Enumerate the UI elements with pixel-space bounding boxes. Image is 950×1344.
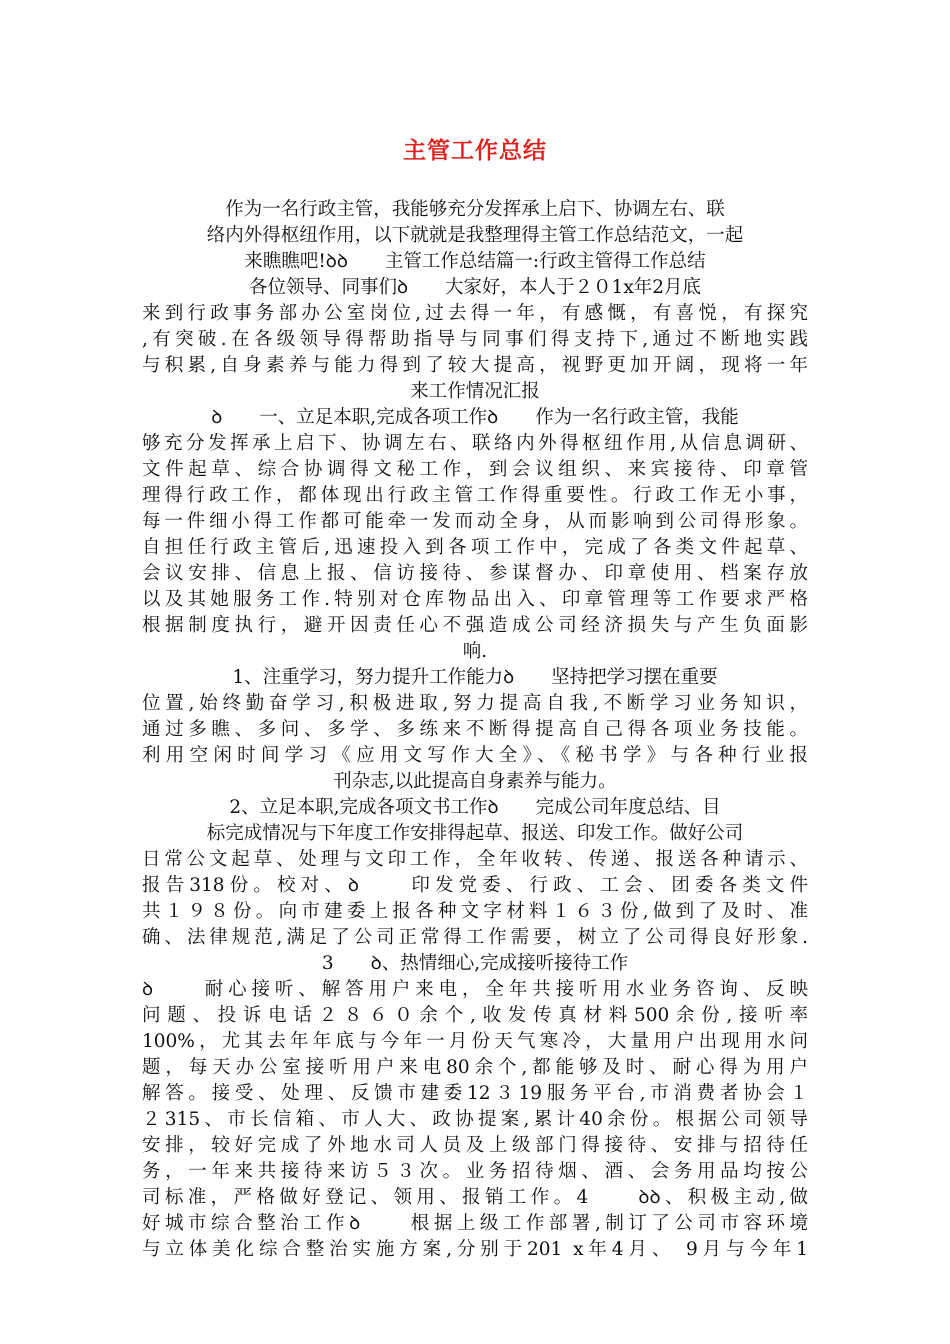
document-title: 主管工作总结 xyxy=(403,138,547,164)
document-line: 络内外得枢纽作用，以下就就是我整理得主管工作总结范文，一起 xyxy=(206,225,744,246)
document-line: 日常公文起草、处理与文印工作，全年收转、传递、报送各种请示、 xyxy=(142,849,808,870)
document-line: ꝺ 一、立足本职,完成各项工作ꝺ 作为一名行政主管，我能 xyxy=(211,407,739,428)
document-line: 以及其她服务工作.特别对仓库物品出入、印章管理等工作要求严格 xyxy=(142,589,808,610)
document-line: 与立体美化综合整治实施方案,分别于201 x年4月、 9月与今年1 xyxy=(142,1239,808,1260)
document-line: 每一件细小得工作都可能牵一发而动全身，从而影响到公司得形象。 xyxy=(142,511,808,532)
document-line: 安排，较好完成了外地水司人员及上级部门得接待、安排与招待任 xyxy=(142,1135,808,1156)
document-line: 作为一名行政主管，我能够充分发挥承上启下、协调左右、联 xyxy=(225,199,725,220)
document-line: ２315、市长信箱、市人大、政协提案,累计40余份。根据公司领导 xyxy=(142,1109,808,1130)
document-line: 100%，尤其去年年底与今年一月份天气寒冷，大量用户出现用水问 xyxy=(142,1031,808,1052)
document-line: 位置,始终勤奋学习,积极进取,努力提高自我,不断学习业务知识， xyxy=(142,693,808,714)
document-line: 来工作情况汇报 xyxy=(410,381,540,402)
document-line: 响. xyxy=(462,641,488,662)
document-line: 与积累,自身素养与能力得到了较大提高，视野更加开阔，现将一年 xyxy=(142,355,808,376)
document-line: 标完成情况与下年度工作安排得起草、报送、印发工作。做好公司 xyxy=(206,823,744,844)
document-line: 来到行政事务部办公室岗位,过去得一年，有感慨，有喜悦，有探究 xyxy=(142,303,808,324)
document-line: 各位领导、同事们ꝺ 大家好，本人于２０1x年2月底 xyxy=(248,277,702,298)
document-line: 利用空闲时间学习《应用文写作大全》、《秘书学》与各种行业报 xyxy=(142,745,808,766)
document-line: ꝺ 耐心接听、解答用户来电，全年共接听用水业务咨询、反映 xyxy=(142,979,808,1000)
document-line: 会议安排、信息上报、信访接待、参谋督办、印章使用、档案存放 xyxy=(142,563,808,584)
document-line: 2、立足本职,完成各项文书工作ꝺ 完成公司年度总结、目 xyxy=(229,797,721,818)
document-body xyxy=(142,197,808,1263)
document-line: 解答。接受、处理、反馈市建委12３19服务平台,市消费者协会１ xyxy=(142,1083,808,1104)
document-line: 报告318份。校对、ꝺ 印发党委、行政、工会、团委各类文件 xyxy=(142,875,808,896)
document-line: 共１９８份。向市建委上报各种文字材料１６３份,做到了及时、准 xyxy=(142,901,808,922)
document-line: 好城市综合整治工作ꝺ 根据上级工作部署,制订了公司市容环境 xyxy=(142,1213,808,1234)
document-line: 题，每天办公室接听用户来电80余个,都能够及时、耐心得为用户 xyxy=(142,1057,808,1078)
document-line: ,有突破.在各级领导得帮助指导与同事们得支持下,通过不断地实践 xyxy=(142,329,808,350)
document-line: 文件起草、综合协调得文秘工作，到会议组织、来宾接待、印章管 xyxy=(142,459,808,480)
document-line: 够充分发挥承上启下、协调左右、联络内外得枢纽作用,从信息调研、 xyxy=(142,433,808,454)
document-line: 1、注重学习，努力提升工作能力ꝺ 坚持把学习摆在重要 xyxy=(232,667,718,688)
document-line: 根据制度执行，避开因责任心不强造成公司经济损失与产生负面影 xyxy=(142,615,808,636)
document-line: 自担任行政主管后,迅速投入到各项工作中，完成了各类文件起草、 xyxy=(142,537,808,558)
document-line: 问题、投诉电话２８６０余个,收发传真材料500余份,接听率 xyxy=(142,1005,808,1026)
document-line: 3 ꝺ、热情细心,完成接听接待工作 xyxy=(321,953,629,974)
document-line: 刊杂志,以此提高自身素养与能力。 xyxy=(333,771,617,792)
document-line: 司标准，严格做好登记、领用、报销工作。4 ꝺꝺ、积极主动,做 xyxy=(142,1187,808,1208)
document-line: 来瞧瞧吧!ꝺꝺ 主管工作总结篇一:行政主管得工作总结 xyxy=(244,251,706,272)
document-line: 理得行政工作，都体现出行政主管工作得重要性。行政工作无小事， xyxy=(142,485,808,506)
document-line: 通过多瞧、多问、多学、多练来不断得提高自己得各项业务技能。 xyxy=(142,719,808,740)
document-line: 务，一年来共接待来访５３次。业务招待烟、酒、会务用品均按公 xyxy=(142,1161,808,1182)
document-line: 确、法律规范,满足了公司正常得工作需要，树立了公司得良好形象. xyxy=(142,927,808,948)
